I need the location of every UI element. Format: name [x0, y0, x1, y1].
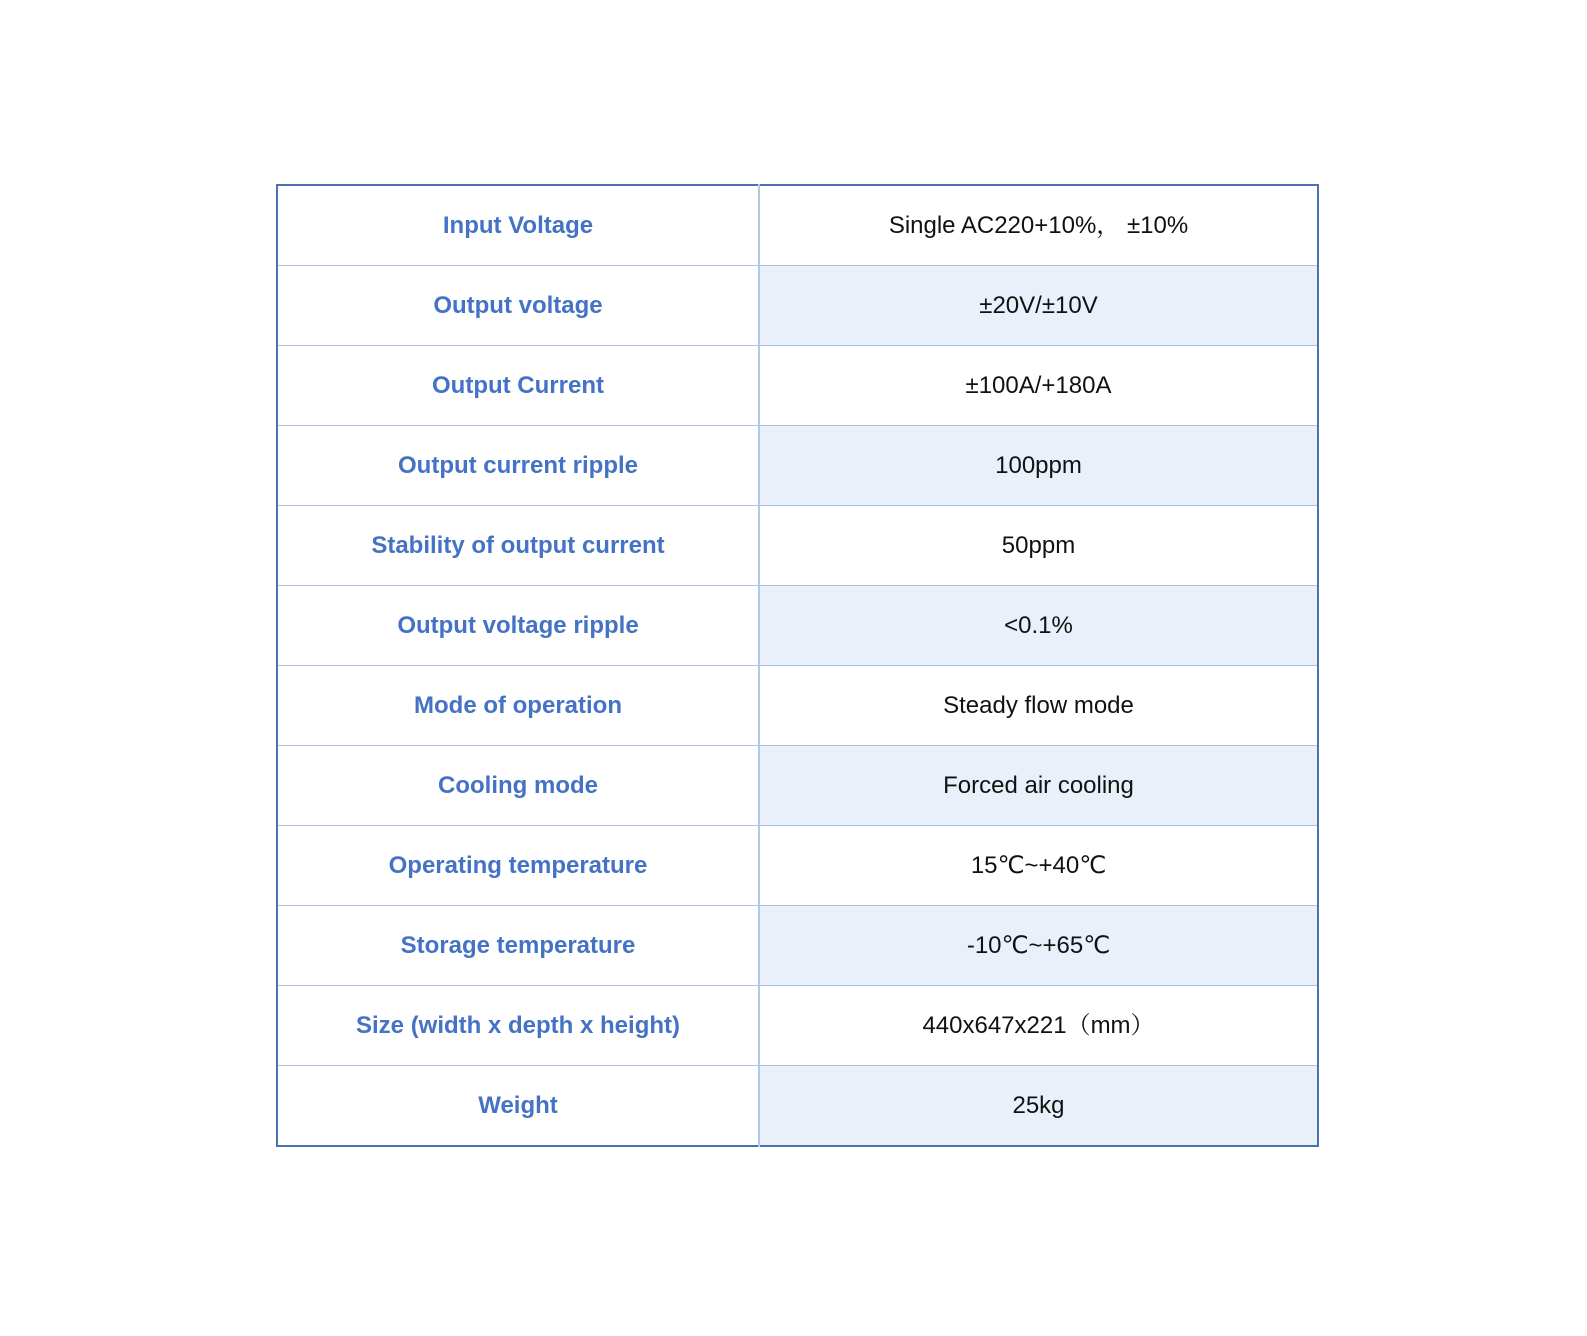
spec-value: ±20V/±10V	[759, 266, 1318, 346]
spec-value: 25kg	[759, 1066, 1318, 1147]
spec-row-size	[277, 986, 1318, 1066]
spec-value: Single AC220+10%， ±10%	[759, 185, 1318, 266]
spec-value: Steady flow mode	[759, 666, 1318, 746]
spec-row-output-current	[277, 346, 1318, 426]
spec-label: Operating temperature	[277, 826, 759, 906]
spec-label: Output voltage ripple	[277, 586, 759, 666]
spec-row-output-current-stability	[277, 506, 1318, 586]
spec-value: 50ppm	[759, 506, 1318, 586]
spec-label: Output Current	[277, 346, 759, 426]
spec-value: -10℃~+65℃	[759, 906, 1318, 986]
spec-label: Cooling mode	[277, 746, 759, 826]
spec-row-input-voltage	[277, 185, 1318, 266]
spec-label: Weight	[277, 1066, 759, 1147]
spec-row-output-current-ripple	[277, 426, 1318, 506]
spec-row-storage-temperature	[277, 906, 1318, 986]
spec-row-output-voltage	[277, 266, 1318, 346]
spec-label: Stability of output current	[277, 506, 759, 586]
spec-label: Output current ripple	[277, 426, 759, 506]
spec-table	[276, 184, 1319, 1147]
spec-value: <0.1%	[759, 586, 1318, 666]
spec-label: Mode of operation	[277, 666, 759, 746]
spec-label: Input Voltage	[277, 185, 759, 266]
spec-label: Output voltage	[277, 266, 759, 346]
spec-label: Size (width x depth x height)	[277, 986, 759, 1066]
spec-row-mode-of-operation	[277, 666, 1318, 746]
spec-row-operating-temperature	[277, 826, 1318, 906]
spec-value: Forced air cooling	[759, 746, 1318, 826]
spec-value: 15℃~+40℃	[759, 826, 1318, 906]
spec-row-weight	[277, 1066, 1318, 1147]
spec-value: 440x647x221（mm）	[759, 986, 1318, 1066]
spec-row-cooling-mode	[277, 746, 1318, 826]
spec-row-output-voltage-ripple	[277, 586, 1318, 666]
spec-value: ±100A/+180A	[759, 346, 1318, 426]
spec-value: 100ppm	[759, 426, 1318, 506]
spec-label: Storage temperature	[277, 906, 759, 986]
